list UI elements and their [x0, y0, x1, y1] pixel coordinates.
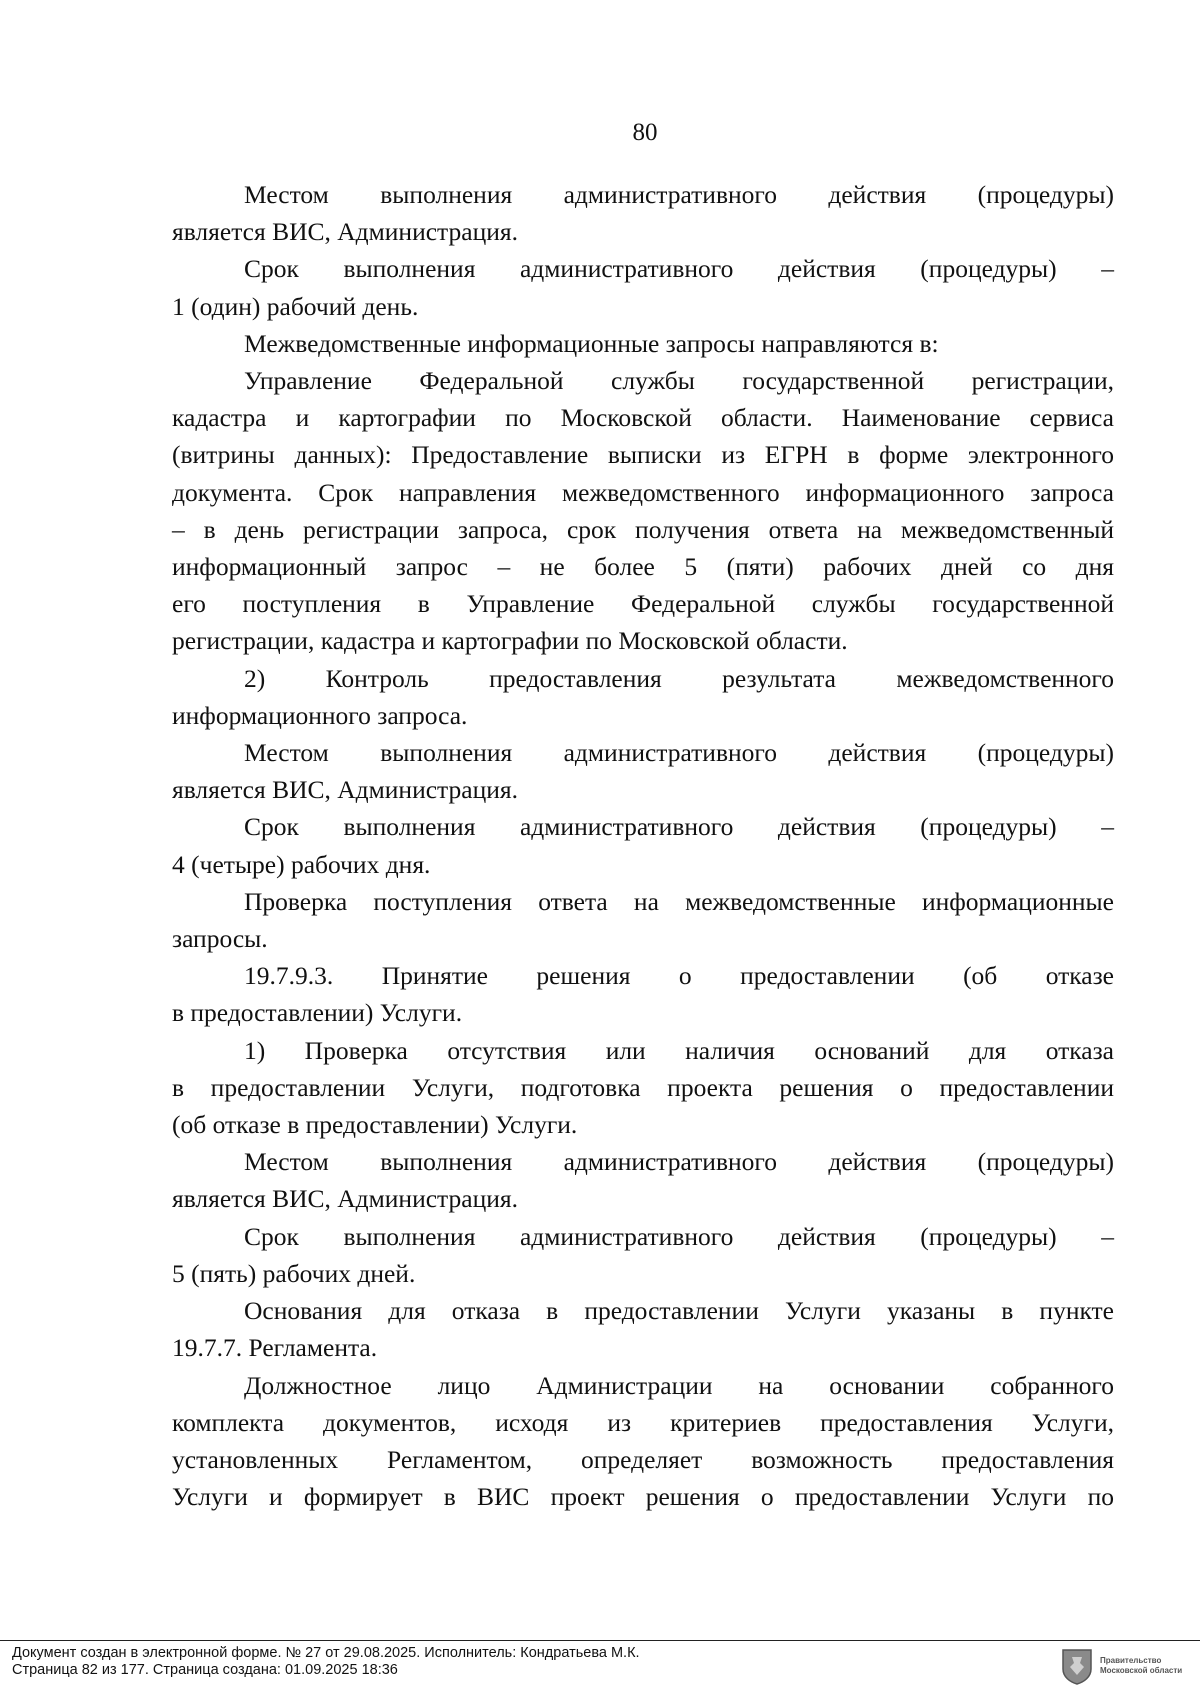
- text-line: информационный запрос – не более 5 (пяти) рабочих дней со дня: [172, 552, 1114, 582]
- text-line: Срок выполнения административного действия (процедуры) –: [244, 812, 1114, 842]
- text-line: установленных Регламентом, определяет возможность предоставления: [172, 1444, 1114, 1474]
- text-line: Основания для отказа в предоставлении Услуги указаны в пункте: [244, 1296, 1114, 1326]
- text-line: регистрации, кадастра и картографии по Московской области.: [172, 626, 848, 656]
- text-line: информационного запроса.: [172, 700, 468, 730]
- text-line: 4 (четыре) рабочих дня.: [172, 849, 431, 879]
- text-line: Проверка поступления ответа на межведомственные информационные: [244, 886, 1114, 916]
- coat-of-arms-icon: [1060, 1647, 1094, 1685]
- text-line: 19.7.7. Регламента.: [172, 1333, 378, 1363]
- footer-logo: [1060, 1644, 1190, 1688]
- text-line: Срок выполнения административного действия (процедуры) –: [244, 254, 1114, 284]
- text-line: Местом выполнения административного действия (процедуры): [244, 180, 1114, 209]
- footer-metadata: [12, 1645, 640, 1679]
- text-line: Местом выполнения административного действия (процедуры): [244, 1147, 1114, 1177]
- text-line: Управление Федеральной службы государственной регистрации,: [244, 366, 1114, 396]
- text-line: в предоставлении Услуги, подготовка проекта решения о предоставлении: [172, 1072, 1114, 1102]
- page-number: 80: [632, 119, 658, 146]
- text-line: 1) Проверка отсутствия или наличия оснований для отказа: [244, 1035, 1114, 1065]
- text-line: Межведомственные информационные запросы направляются в:: [244, 328, 939, 358]
- text-line: 2) Контроль предоставления результата межведомственного: [244, 663, 1114, 693]
- text-line: Срок выполнения административного действия (процедуры) –: [244, 1221, 1114, 1251]
- text-line: 19.7.9.3. Принятие решения о предоставлении (об отказе: [244, 961, 1114, 991]
- logo-caption-line1: Правительство: [1100, 1656, 1162, 1665]
- text-line: запросы.: [172, 924, 268, 954]
- text-line: 5 (пять) рабочих дней.: [172, 1258, 416, 1288]
- text-line: Местом выполнения административного действия (процедуры): [244, 738, 1114, 768]
- text-line: (витрины данных): Предоставление выписки из ЕГРН в форме электронного: [172, 440, 1114, 470]
- text-line: кадастра и картографии по Московской области. Наименование сервиса: [172, 403, 1114, 433]
- logo-caption: [1100, 1656, 1182, 1676]
- text-line: комплекта документов, исходя из критериев предоставления Услуги,: [172, 1407, 1114, 1437]
- text-line: в предоставлении) Услуги.: [172, 998, 463, 1028]
- text-line: является ВИС, Администрация.: [172, 775, 518, 805]
- footer-divider: [0, 1640, 1200, 1641]
- footer-document-info: Документ создан в электронной форме. № 27 от 29.08.2025. Исполнитель: Кондратьева М.К.: [12, 1645, 640, 1661]
- text-line: Услуги и формирует в ВИС проект решения о предоставлении Услуги по: [172, 1482, 1114, 1512]
- text-line: является ВИС, Администрация.: [172, 1184, 518, 1214]
- text-line: документа. Срок направления межведомственного информационного запроса: [172, 477, 1114, 507]
- footer-page-info: Страница 82 из 177. Страница создана: 01.09.2025 18:36: [12, 1662, 398, 1678]
- text-line: 1 (один) рабочий день.: [172, 291, 419, 321]
- text-line: его поступления в Управление Федеральной службы государственной: [172, 589, 1114, 619]
- text-line: Должностное лицо Администрации на основании собранного: [244, 1370, 1114, 1400]
- logo-caption-line2: Московской области: [1100, 1666, 1183, 1675]
- text-line: – в день регистрации запроса, срок получения ответа на межведомственный: [172, 514, 1114, 544]
- text-line: является ВИС, Администрация.: [172, 217, 518, 247]
- document-body: [172, 176, 1114, 1515]
- text-line: (об отказе в предоставлении) Услуги.: [172, 1110, 578, 1140]
